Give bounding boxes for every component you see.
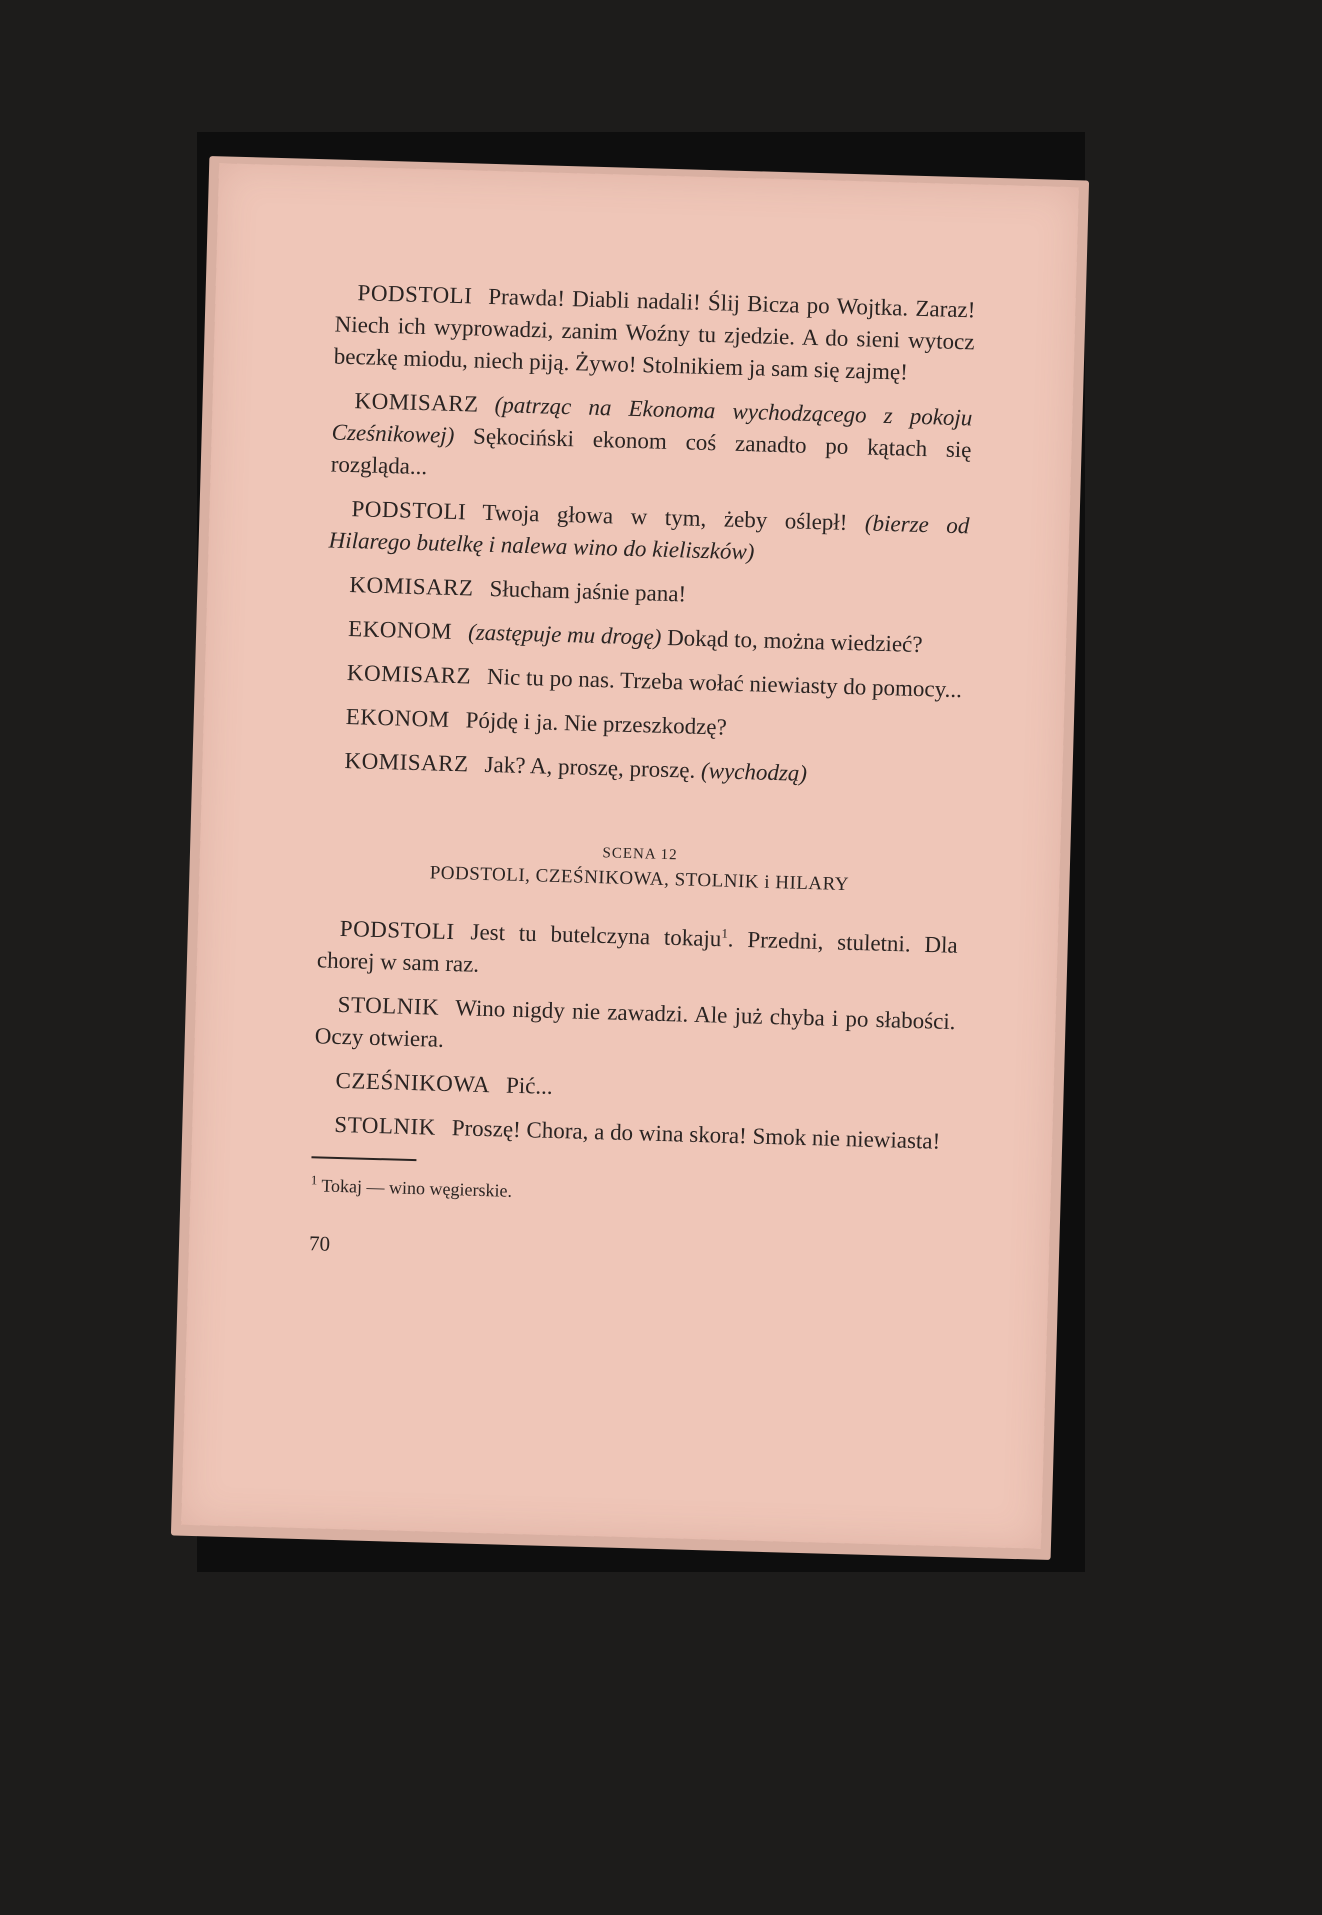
- dialogue-line: [327, 568, 968, 618]
- speaker-name: PODSTOLI: [357, 280, 473, 309]
- footnote-ref: 1: [721, 925, 729, 941]
- stage-direction: (patrząc na Ekonoma wychodzącego z pokoju Cześnikowej): [331, 392, 973, 448]
- speaker-name: KOMISARZ: [354, 388, 480, 417]
- stage-direction: (bierze od Hilarego butelkę i nalewa wino do kieliszków): [328, 510, 970, 565]
- page-content: [309, 277, 976, 1275]
- speaker-name: STOLNIK: [337, 991, 440, 1020]
- dialogue-text: . Przedni, stuletni. Dla chorej w sam raz.: [316, 926, 958, 977]
- dialogue-text: Jest tu butelczyna tokaju: [470, 919, 722, 952]
- dialogue-text: Sękociński ekonom coś zanadto po kątach się rozgląda...: [330, 422, 972, 480]
- speaker-name: KOMISARZ: [346, 660, 472, 689]
- dialogue-line: [314, 988, 956, 1070]
- speaker-name: KOMISARZ: [349, 572, 474, 601]
- dialogue-text: Pójdę i ja. Nie przeszkodzę?: [465, 707, 728, 740]
- page-number: 70: [308, 1230, 331, 1256]
- dialogue-text: Prawda! Diabli nadali! Ślij Bicza po Wojtka. Zaraz! Niech ich wyprowadzi, zanim Woźny tu zjedzie. A do sieni wytocz beczkę miodu, niech piją. Żywo! Stolnikiem ja sam się zajmę!: [333, 283, 976, 385]
- dialogue-text: Słucham jaśnie pana!: [489, 575, 687, 607]
- speaker-name: CZEŚNIKOWA: [335, 1067, 491, 1097]
- dialogue-line: [312, 1108, 953, 1158]
- scene-title: SCENA 12: [602, 845, 678, 864]
- footnote: [310, 1168, 951, 1215]
- dialogue-line: [323, 700, 964, 750]
- dialogue-text: Wino nigdy nie zawadzi. Ale już chyba i po słabości. Oczy otwiera.: [314, 994, 956, 1052]
- dialogue-text: Dokąd to, można wiedzieć?: [661, 624, 923, 658]
- dialogue-line: [330, 385, 972, 499]
- scene-heading: [319, 834, 960, 902]
- dialogue-text: Pić...: [505, 1072, 554, 1099]
- dialogue-line: [317, 906, 959, 993]
- footnote-text: Tokaj — wino węgierskie.: [321, 1175, 513, 1201]
- dialogue-line: [333, 277, 975, 391]
- dialogue-line: [313, 1064, 954, 1114]
- dialogue-text: Nic tu po nas. Trzeba wołać niewiasty do pomocy...: [486, 663, 963, 703]
- book-page: [181, 163, 1079, 1548]
- speaker-name: PODSTOLI: [351, 496, 467, 525]
- speaker-name: EKONOM: [345, 704, 451, 732]
- footnote-marker: 1: [310, 1171, 318, 1188]
- speaker-name: STOLNIK: [334, 1111, 437, 1140]
- stage-direction: (wychodzą): [700, 757, 808, 786]
- dialogue-top: [322, 277, 976, 795]
- speaker-name: EKONOM: [347, 616, 453, 644]
- dialogue-line: [328, 492, 970, 574]
- scene-cast: PODSTOLI, CZEŚNIKOWA, STOLNIK i HILARY: [429, 862, 850, 896]
- dialogue-line: [325, 656, 966, 706]
- speaker-name: KOMISARZ: [344, 747, 469, 777]
- dialogue-text: Jak? A, proszę, proszę.: [484, 751, 702, 783]
- dialogue-text: Twoja głowa w tym, żeby oślepł!: [481, 499, 866, 536]
- footnote-rule: [311, 1156, 416, 1161]
- speaker-name: PODSTOLI: [339, 915, 455, 944]
- dialogue-bottom: [312, 906, 958, 1157]
- dialogue-line: [322, 744, 963, 794]
- stage-direction: (zastępuje mu drogę): [467, 619, 662, 650]
- dialogue-line: [326, 612, 967, 662]
- dialogue-text: Proszę! Chora, a do wina skora! Smok nie niewiasta!: [451, 1114, 941, 1154]
